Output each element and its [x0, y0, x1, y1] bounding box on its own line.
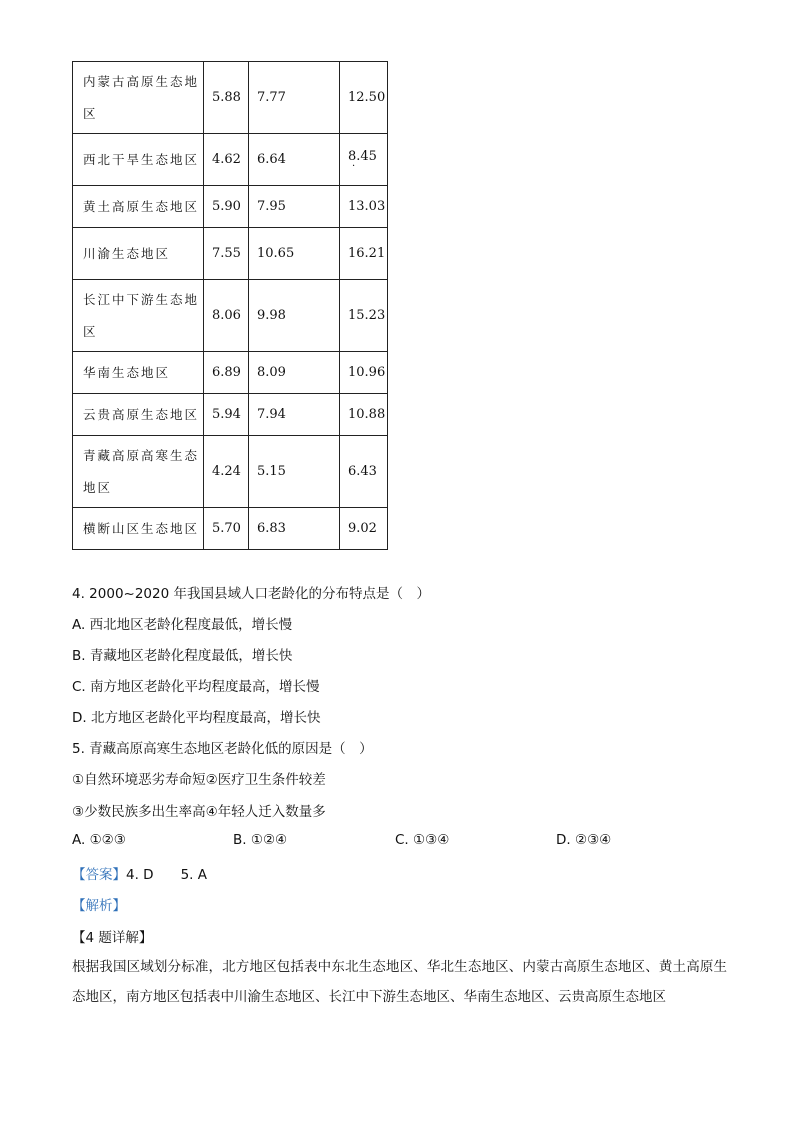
table-row	[73, 280, 388, 352]
value-cell: 12.50	[340, 62, 388, 134]
question-5-stem: 5. 青藏高原高寒生态地区老龄化低的原因是（ ）	[72, 741, 373, 757]
value-cell: 7.55	[204, 228, 249, 280]
value-cell: 10.65	[249, 228, 340, 280]
value-cell: 7.95	[249, 186, 340, 228]
aging-data-table	[72, 61, 388, 550]
value-cell: 15.23	[340, 280, 388, 352]
value-cell: 6.43	[340, 436, 388, 508]
table-row	[73, 228, 388, 280]
region-cell: 西北干旱生态地区	[73, 134, 204, 186]
question-4-option-b: B. 青藏地区老龄化程度最低，增长快	[72, 648, 293, 664]
question-5-option-b: B. ①②④	[233, 832, 288, 848]
table-row	[73, 394, 388, 436]
value-cell: 5.15	[249, 436, 340, 508]
value-cell: 4.24	[204, 436, 249, 508]
region-cell: 青藏高原高寒生态地区	[73, 436, 204, 508]
analysis-line	[72, 894, 126, 914]
analysis-label: 【解析】	[72, 898, 126, 914]
table-row	[73, 62, 388, 134]
table-row	[73, 186, 388, 228]
question-5-option-a: A. ①②③	[72, 832, 126, 848]
question-5-statements-2: ③少数民族多出生率高④年轻人迁入数量多	[72, 804, 326, 820]
answer-text: 4. D 5. A	[126, 867, 207, 883]
value-cell: 10.96	[340, 352, 388, 394]
value-cell: 9.02	[340, 508, 388, 550]
answer-line	[72, 863, 207, 883]
question-5-option-d: D. ②③④	[556, 832, 612, 848]
table-row	[73, 436, 388, 508]
answer-label: 【答案】	[72, 867, 126, 883]
value-cell: 9.98	[249, 280, 340, 352]
region-cell: 川渝生态地区	[73, 228, 204, 280]
question-4-option-a: A. 西北地区老龄化程度最低，增长慢	[72, 617, 293, 633]
value-cell: 10.88	[340, 394, 388, 436]
question-4-option-d: D. 北方地区老龄化平均程度最高，增长快	[72, 710, 321, 726]
question-5-statements-1: ①自然环境恶劣寿命短②医疗卫生条件较差	[72, 772, 326, 788]
region-cell: 长江中下游生态地区	[73, 280, 204, 352]
value-cell: 13.03	[340, 186, 388, 228]
value-cell: 7.94	[249, 394, 340, 436]
table-row	[73, 352, 388, 394]
value-cell: 6.83	[249, 508, 340, 550]
value-cell: 7.77	[249, 62, 340, 134]
detail-heading: 【4 题详解】	[72, 930, 153, 946]
table-row	[73, 508, 388, 550]
value-cell: 4.62	[204, 134, 249, 186]
value-cell: 8.06	[204, 280, 249, 352]
value-cell: 5.88	[204, 62, 249, 134]
question-5-option-c: C. ①③④	[395, 832, 450, 848]
region-cell: 横断山区生态地区	[73, 508, 204, 550]
value-cell: 5.70	[204, 508, 249, 550]
region-cell: 内蒙古高原生态地区	[73, 62, 204, 134]
region-cell: 华南生态地区	[73, 352, 204, 394]
detail-paragraph: 根据我国区域划分标准，北方地区包括表中东北生态地区、华北生态地区、内蒙古高原生态地区、黄土高原生态地区，南方地区包括表中川渝生态地区、长江中下游生态地区、华南生态地区、云贵高原生态地区	[72, 959, 727, 1005]
value-cell: 8.09	[249, 352, 340, 394]
value-cell: 6.89	[204, 352, 249, 394]
value-cell: 6.64	[249, 134, 340, 186]
region-cell: 云贵高原生态地区	[73, 394, 204, 436]
question-4-option-c: C. 南方地区老龄化平均程度最高，增长慢	[72, 679, 320, 695]
value-cell	[340, 134, 388, 186]
question-4-stem: 4. 2000~2020 年我国县域人口老龄化的分布特点是（ ）	[72, 586, 430, 602]
value-text: 8.45	[348, 149, 377, 164]
table-row	[73, 134, 388, 186]
region-cell: 黄土高原生态地区	[73, 186, 204, 228]
value-cell: 5.94	[204, 394, 249, 436]
stray-dot: ·	[352, 161, 356, 172]
value-cell: 16.21	[340, 228, 388, 280]
value-cell: 5.90	[204, 186, 249, 228]
